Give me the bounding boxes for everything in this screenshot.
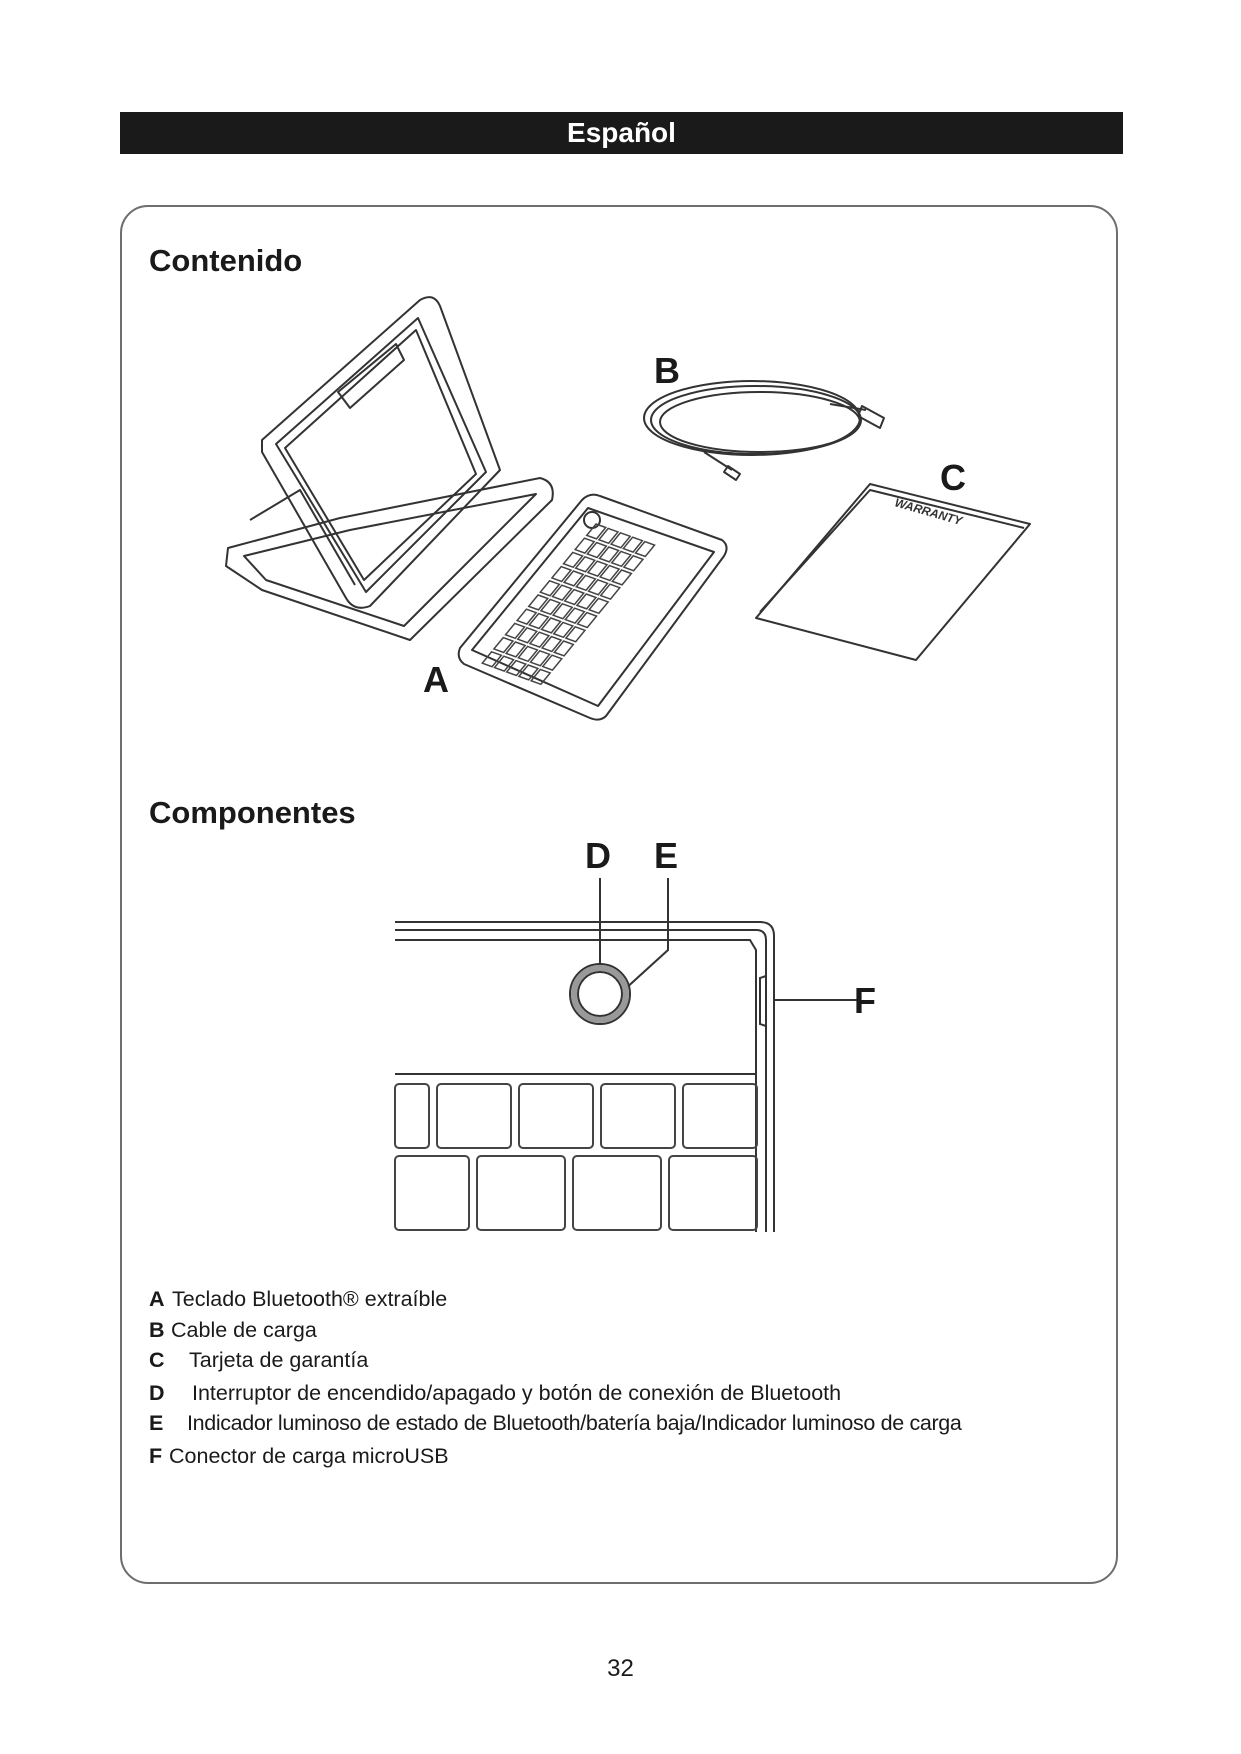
- legend-text: Conector de carga microUSB: [169, 1443, 449, 1468]
- label-c: C: [940, 457, 966, 498]
- legend-text: Tarjeta de garantía: [189, 1348, 369, 1372]
- legend-letter: E: [149, 1411, 164, 1435]
- components-title: Componentes: [149, 795, 356, 830]
- legend-item: [149, 1408, 1049, 1439]
- legend-letter: A: [149, 1287, 165, 1311]
- legend-letter: D: [149, 1380, 165, 1405]
- legend-item: [149, 1315, 1049, 1346]
- label-b: B: [654, 350, 680, 391]
- leader-line-e: [624, 878, 668, 990]
- label-d: D: [585, 835, 611, 876]
- legend-letter: C: [149, 1348, 165, 1372]
- language-header: Español: [120, 112, 1123, 154]
- label-e: E: [654, 835, 679, 876]
- legend-item: [149, 1345, 1049, 1376]
- legend-text: Indicador luminoso de estado de Bluetooth/batería baja/Indicador luminoso de carga: [187, 1411, 962, 1435]
- label-f: F: [854, 980, 876, 1021]
- legend-text: Teclado Bluetooth® extraíble: [172, 1287, 448, 1311]
- legend: [149, 1284, 1049, 1471]
- warranty-text: WARRANTY: [893, 495, 964, 528]
- legend-item: [149, 1378, 1049, 1409]
- legend-item: [149, 1284, 1049, 1315]
- contents-title: Contenido: [149, 243, 303, 278]
- legend-letter: B: [149, 1317, 165, 1342]
- page-number: 32: [607, 1655, 634, 1682]
- legend-text: Interruptor de encendido/apagado y botón de conexión de Bluetooth: [192, 1380, 842, 1405]
- legend-letter: F: [149, 1443, 163, 1468]
- legend-text: Cable de carga: [171, 1317, 317, 1342]
- label-a: A: [423, 659, 449, 700]
- component-keys: [395, 1084, 757, 1230]
- legend-item: [149, 1441, 1049, 1472]
